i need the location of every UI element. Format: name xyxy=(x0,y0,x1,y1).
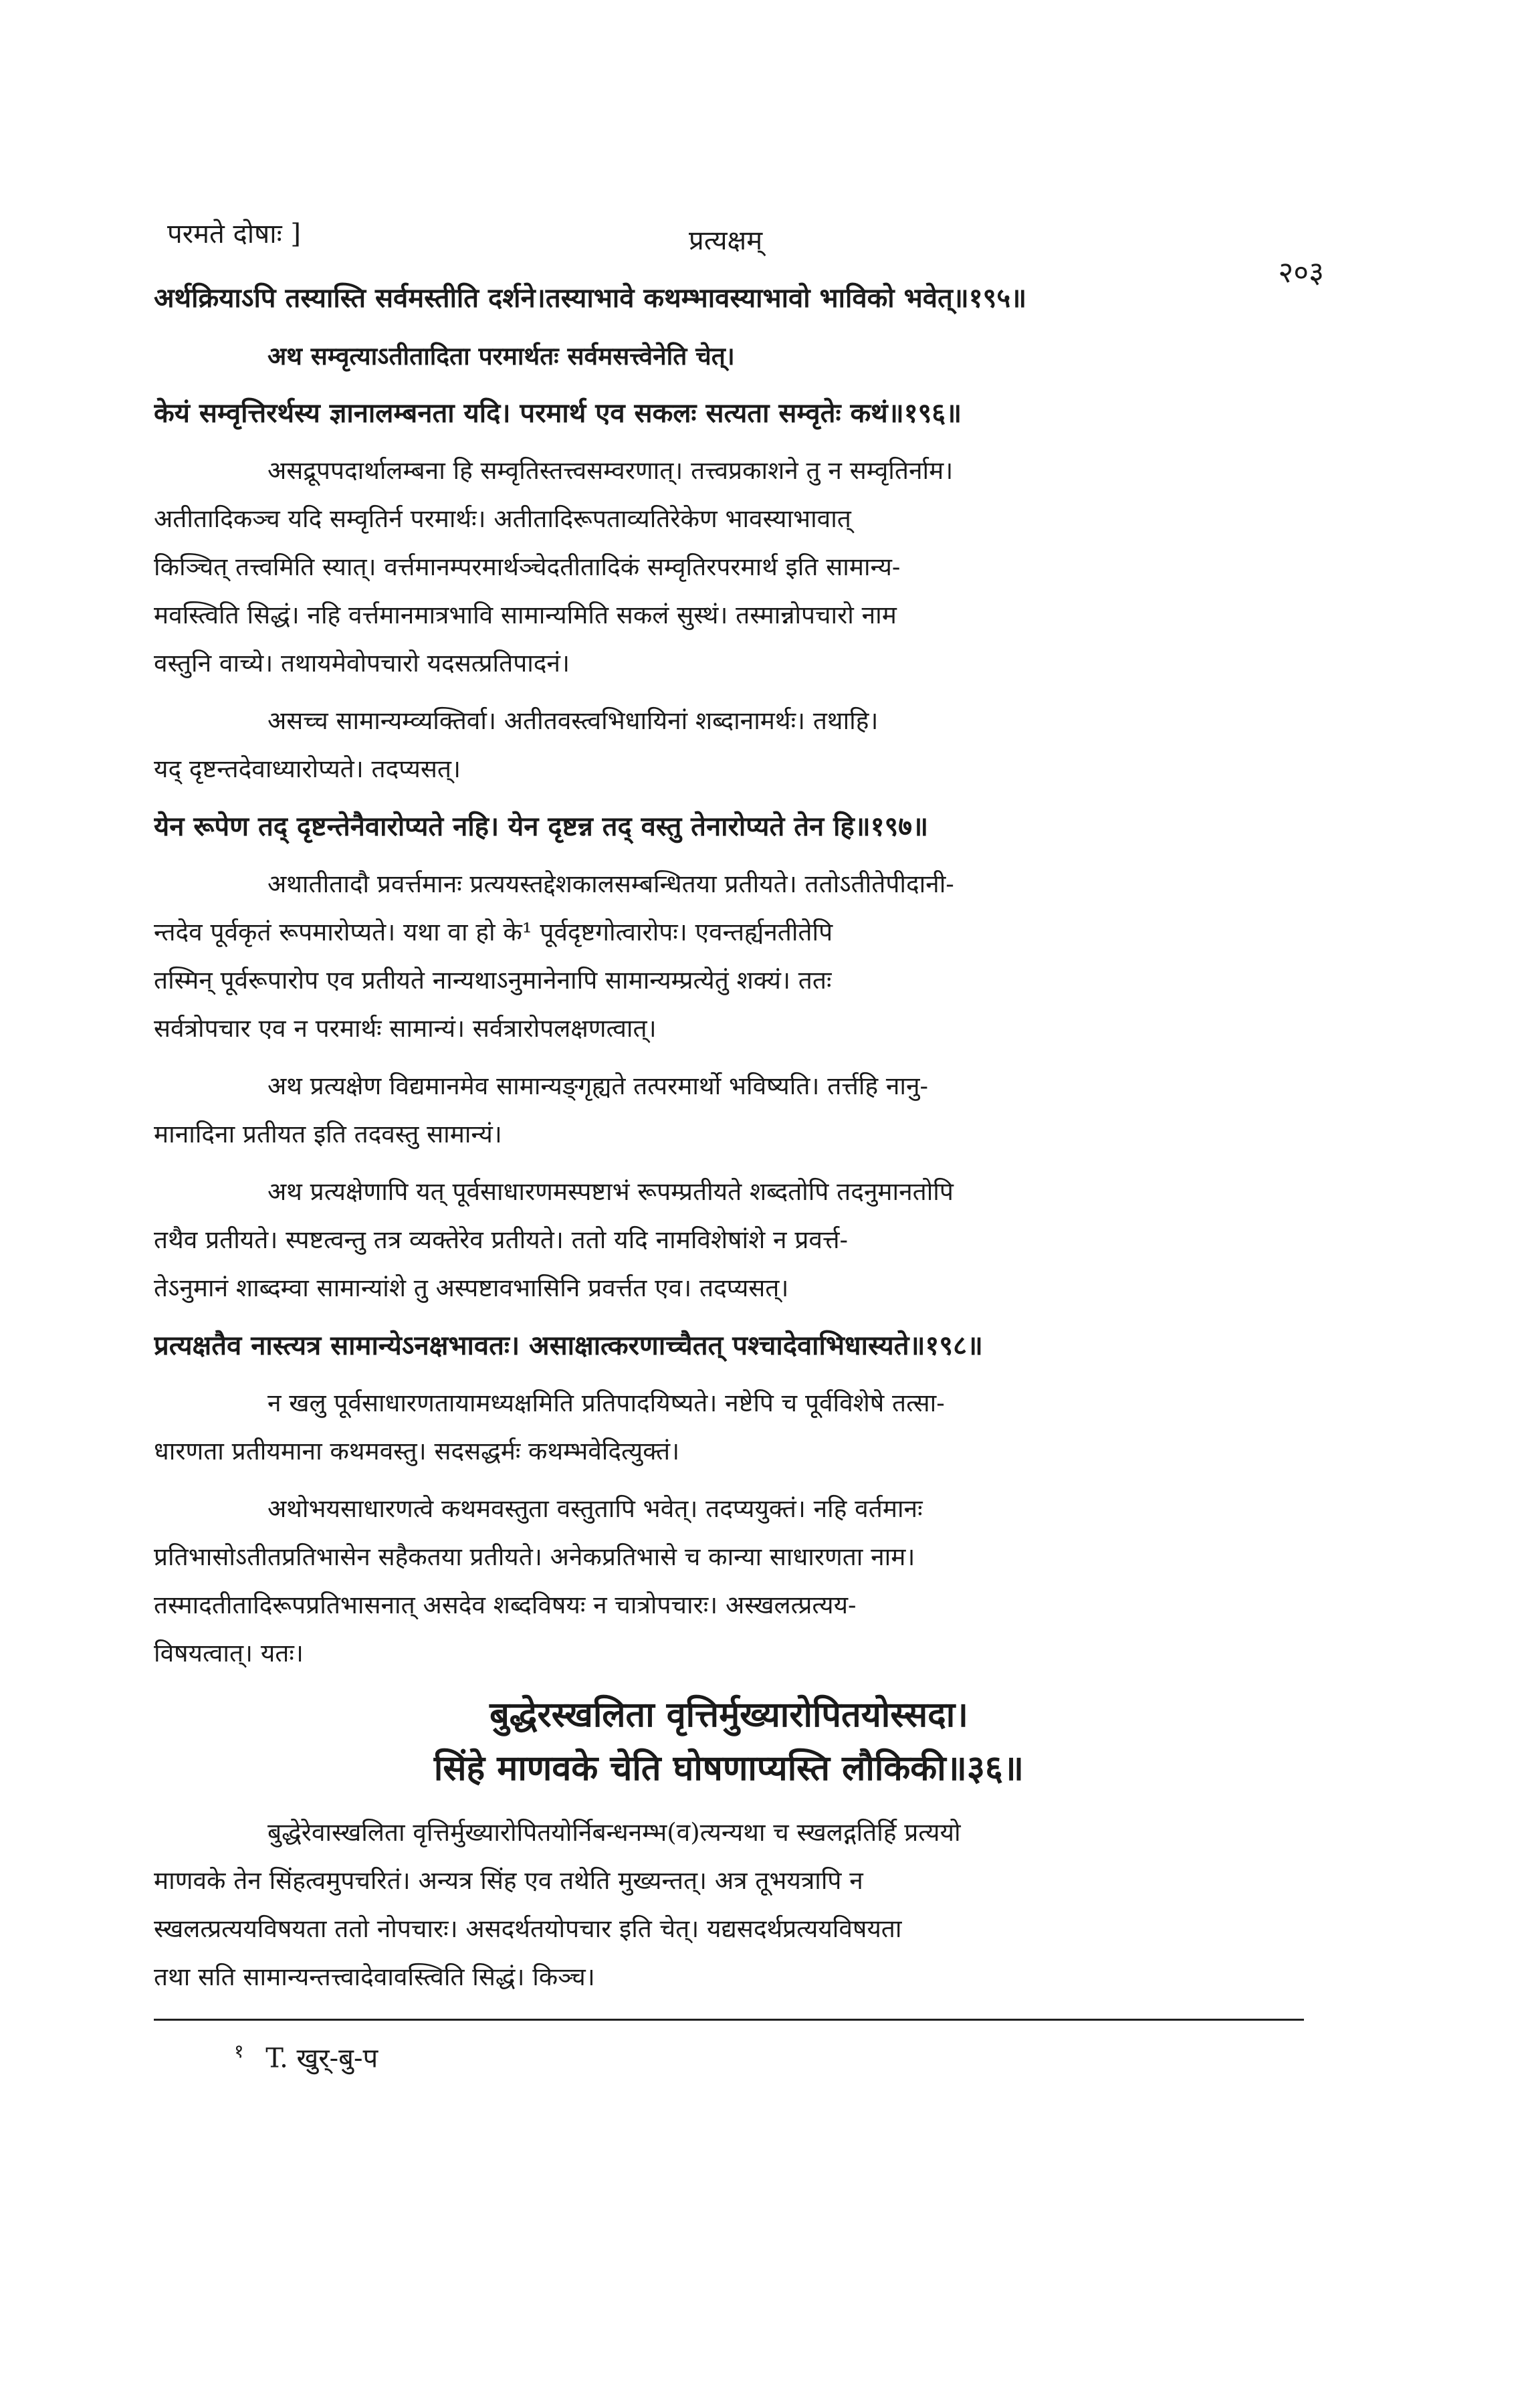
prose-line: विषयत्वात्। यतः। xyxy=(154,1639,304,1668)
prose-line: तस्मिन् पूर्वरूपारोप एव प्रतीयते नान्यथाऽनुमानेनापि सामान्यम्प्रत्येतुं शक्यं। ततः xyxy=(154,966,832,995)
prose-line: वस्तुनि वाच्ये। तथायमेवोपचारो यदसत्प्रतिपादनं। xyxy=(154,649,570,678)
prose-line: किञ्चित् तत्त्वमिति स्यात्। वर्त्तमानम्परमार्थञ्चेदतीतादिकं सम्वृतिरपरमार्थ इति सामान्य- xyxy=(154,553,901,581)
book-page xyxy=(154,194,1324,2075)
prose-line: असद्रूपपदार्थालम्बना हि सम्वृतिस्तत्त्वसम्वरणात्। तत्त्वप्रकाशने तु न सम्वृतिर्नाम। xyxy=(267,456,954,485)
prose-line: धारणता प्रतीयमाना कथमवस्तु। सदसद्धर्मः कथम्भवेदित्युक्तं। xyxy=(154,1437,680,1466)
prose-line: मवस्त्विति सिद्धं। नहि वर्त्तमानमात्रभावि सामान्यमिति सकलं सुस्थं। तस्मान्नोपचारो नाम xyxy=(154,601,897,629)
paragraph xyxy=(154,697,1304,793)
verse-line: केयं सम्वृत्तिरर्थस्य ज्ञानालम्बनता यदि। परमार्थ एव सकलः सत्यता सम्वृतेः कथं॥१९६॥ xyxy=(154,397,962,429)
prose-line: अथातीतादौ प्रवर्त्तमानः प्रत्ययस्तद्देशकालसम्बन्धितया प्रतीयते। ततोऽतीतेपीदानी- xyxy=(267,870,954,898)
prose-line: अतीतादिकञ्च यदि सम्वृतिर्न परमार्थः। अतीतादिरूपताव्यतिरेकेण भावस्याभावात् xyxy=(154,504,851,533)
prose-line: न खलु पूर्वसाधारणतायामध्यक्षमिति प्रतिपादयिष्यते। नष्टेपि च पूर्वविशेषे तत्सा- xyxy=(267,1389,945,1417)
verse-line: प्रत्यक्षतैव नास्त्यत्र सामान्येऽनक्षभावतः। असाक्षात्करणाच्चैतत् पश्चादेवाभिधास्यते॥१९८॥ xyxy=(154,1330,983,1361)
karika-36 xyxy=(154,1688,1304,1795)
prose-line: स्खलत्प्रत्ययविषयता ततो नोपचारः। असदर्थतयोपचार इति चेत्। यद्यसदर्थप्रत्ययविषयता xyxy=(154,1914,902,1943)
prose-line: यद् दृष्टन्तदेवाध्यारोप्यते। तदप्यसत्। xyxy=(154,755,461,783)
karika-line: बुद्धेरस्खलिता वृत्तिर्मुख्यारोपितयोस्सदा। xyxy=(489,1694,968,1735)
prose-line: अथ प्रत्यक्षेणापि यत् पूर्वसाधारणमस्पष्टाभं रूपम्प्रतीयते शब्दतोपि तदनुमानतोपि xyxy=(267,1177,954,1206)
section-title: परमते दोषाः ] xyxy=(167,219,301,249)
page-number: २०३ xyxy=(1278,256,1324,290)
prose-line: तथा सति सामान्यन्तत्त्वादेवावस्त्विति सिद्धं। किञ्च। xyxy=(154,1963,595,1991)
paragraph xyxy=(154,1379,1304,1476)
main-text xyxy=(154,274,1304,2001)
prose-line: मानादिना प्रतीयत इति तदवस्तु सामान्यं। xyxy=(154,1120,502,1148)
verse-196 xyxy=(154,389,1304,437)
prose-line: सर्वत्रोपचार एव न परमार्थः सामान्यं। सर्वत्रारोपलक्षणत्वात्। xyxy=(154,1014,657,1043)
prose-line: तेऽनुमानं शाब्दम्वा सामान्यांशे तु अस्पष्टावभासिनि प्रवर्त्तत एव। तदप्यसत्। xyxy=(154,1274,789,1302)
footnote-mark: १ xyxy=(234,2040,244,2062)
prose-line: तस्मादतीतादिरूपप्रतिभासनात् असदेव शब्दविषयः न चात्रोपचारः। अस्खलत्प्रत्यय- xyxy=(154,1591,857,1619)
objection-line xyxy=(154,332,1304,380)
prose-line: असच्च सामान्यम्व्यक्तिर्वा। अतीतवस्त्वभिधायिनां शब्दानामर्थः। तथाहि। xyxy=(267,706,879,735)
prose-line: माणवके तेन सिंहत्वमुपचरितं। अन्यत्र सिंह एव तथेति मुख्यन्तत्। अत्र तूभयत्रापि न xyxy=(154,1866,863,1895)
prose-line: तथैव प्रतीयते। स्पष्टत्वन्तु तत्र व्यक्तेरेव प्रतीयते। ततो यदि नामविशेषांशे न प्रवर्त्त- xyxy=(154,1225,849,1254)
verse-line: येन रूपेण तद् दृष्टन्तेनैवारोप्यते नहि। येन दृष्टन्न तद् वस्तु तेनारोप्यते तेन हि॥१९७॥ xyxy=(154,811,929,842)
prose-line: अथोभयसाधारणत्वे कथमवस्तुता वस्तुतापि भवेत्। तदप्ययुक्तं। नहि वर्तमानः xyxy=(267,1494,923,1523)
commentary-paragraph xyxy=(154,1809,1304,2001)
footnote xyxy=(154,2038,1304,2075)
prose-line: प्रतिभासोऽतीतप्रतिभासेन सहैकतया प्रतीयते। अनेकप्रतिभासे च कान्या साधारणता नाम। xyxy=(154,1542,915,1571)
chapter-title: प्रत्यक्षम् xyxy=(689,225,763,256)
verse-198 xyxy=(154,1322,1304,1370)
paragraph xyxy=(154,1168,1304,1312)
verse-line: अर्थक्रियाऽपि तस्यास्ति सर्वमस्तीति दर्शने।तस्याभावे कथम्भावस्याभावो भाविको भवेत्॥१९५॥ xyxy=(154,282,1027,314)
karika-line: सिंहे माणवके चेति घोषणाप्यस्ति लौकिकी॥३६॥ xyxy=(433,1748,1024,1789)
prose-line: अथ प्रत्यक्षेण विद्यमानमेव सामान्यङ्गृह्यते तत्परमार्थो भविष्यति। तर्त्तहि नानु- xyxy=(267,1072,929,1100)
verse-195 xyxy=(154,274,1304,322)
prose-line: न्तदेव पूर्वकृतं रूपमारोप्यते। यथा वा हो के¹ पूर्वदृष्टगोत्वारोपः। एवन्तर्ह्यनतीतेपि xyxy=(154,918,833,946)
running-head xyxy=(154,194,1324,290)
footnote-text: T. खुर्-बु-प xyxy=(265,2043,378,2074)
paragraph xyxy=(154,447,1304,688)
footnote-rule xyxy=(154,2019,1304,2021)
verse-197 xyxy=(154,803,1304,851)
prose-line: बुद्धेरेवास्खलिता वृत्तिर्मुख्यारोपितयोर्निबन्धनम्भ(व)त्यन्यथा च स्खलद्गतिर्हि प्रत्ययो xyxy=(267,1818,961,1847)
paragraph xyxy=(154,1485,1304,1678)
paragraph xyxy=(154,860,1304,1053)
prose-line: अथ सम्वृत्याऽतीतादिता परमार्थतः सर्वमसत्त्वेनेति चेत्। xyxy=(267,341,735,371)
paragraph xyxy=(154,1062,1304,1159)
